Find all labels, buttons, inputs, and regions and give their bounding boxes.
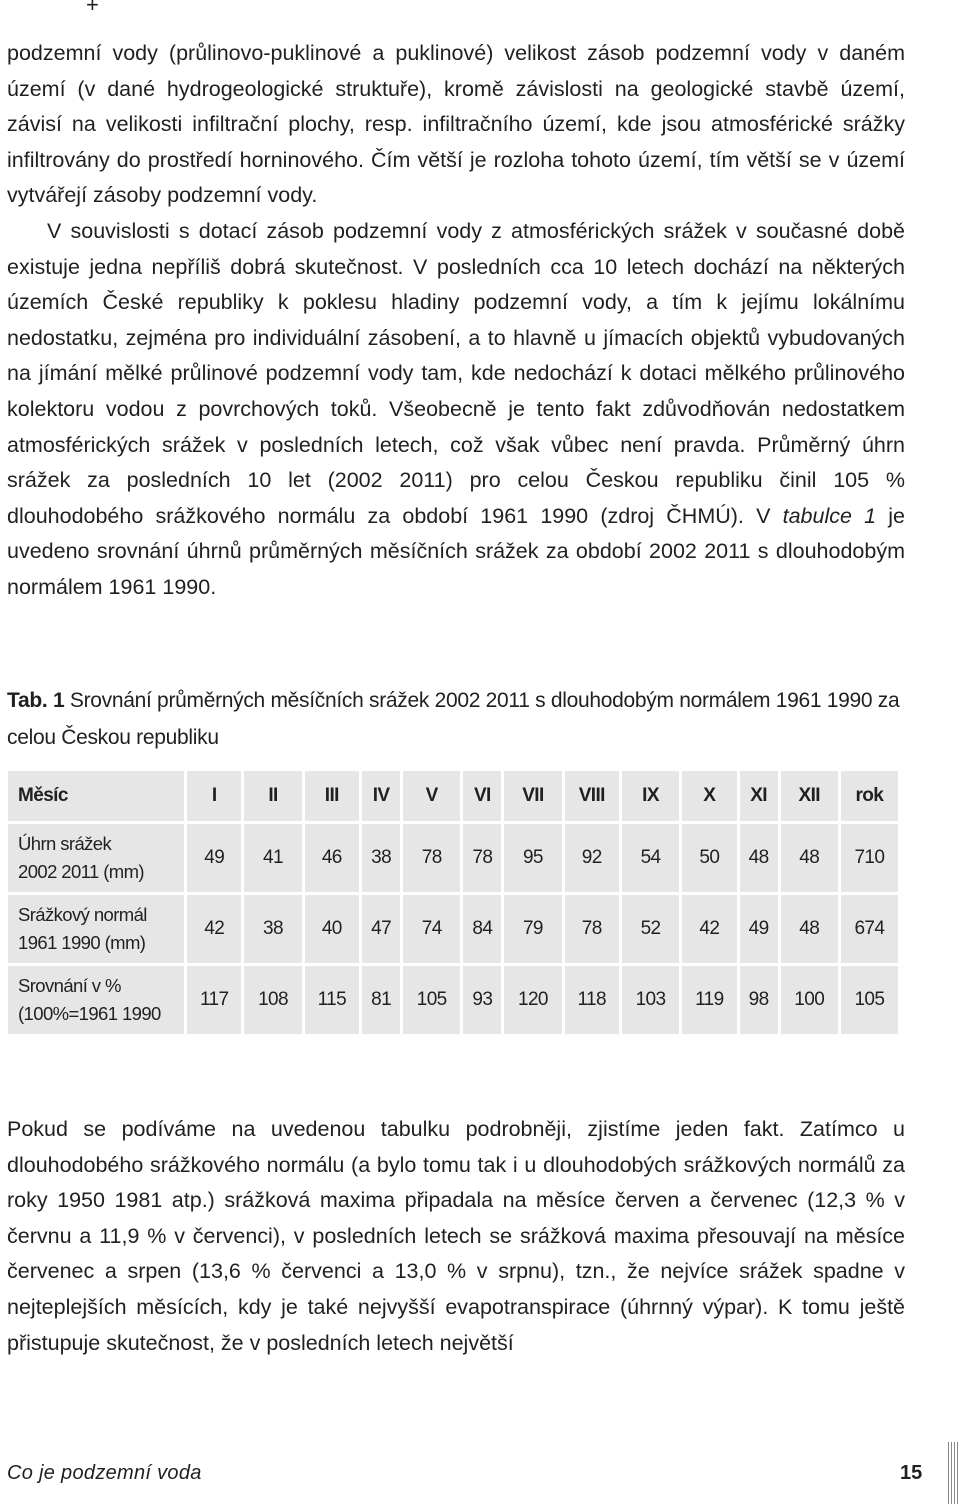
header-cell: III <box>305 771 359 821</box>
table-cell: 98 <box>740 966 778 1034</box>
paragraph-2-part-1: V souvislosti s dotací zásob podzemní vody z atmosférických srážek v současné době existuje jedna nepříliš dobrá skutečnost. V posledních cca 10 letech dochází na některých územích České republiky k poklesu hladiny podzemní vody, a tím k jejímu lokálnímu nedostatku, zejména pro individuální zásobení, a to hlavně u jímacích objektů vybudovaných na jímání mělké průlinové podzemní vody tam, kde nedochází k dotaci mělkého průlinového kolektoru vodou z povrchových toků. Všeobecně je tento fakt zdůvodňován nedostatkem atmosférických srážek v posledních letech, což však vůbec není pravda. Průměrný úhrn srážek za posledních 10 let (2002 2011) pro celou Českou republiku činil 105 % dlouhodobého srážkového normálu za období 1961 1990 (zdroj ČHMÚ). V <box>7 218 905 528</box>
paragraph-1: podzemní vody (průlinovo-puklinové a puklinové) velikost zásob podzemní vody v daném území (v dané hydrogeologické struktuře), kromě závislosti na geologické stavbě území, závisí na velikosti infiltrační plochy, resp. infiltračního území, kde jsou atmosférické srážky infiltrovány do prostředí horninového. Čím větší je rozloha tohoto území, tím větší se v území vytvářejí zásoby podzemní vody. <box>7 41 905 208</box>
table-cell: 84 <box>463 895 501 963</box>
table-cell: 40 <box>305 895 359 963</box>
table-cell: 41 <box>244 824 301 892</box>
table-cell: 78 <box>403 824 460 892</box>
body-text-top <box>7 36 905 606</box>
table-cell: 38 <box>244 895 301 963</box>
header-cell: IX <box>622 771 679 821</box>
header-cell: I <box>187 771 241 821</box>
table-cell: 48 <box>781 824 838 892</box>
table-cell: 120 <box>504 966 561 1034</box>
table-cell: 49 <box>740 895 778 963</box>
table-cell: 105 <box>403 966 460 1034</box>
table-cell: 50 <box>682 824 736 892</box>
paragraph-2 <box>7 214 905 606</box>
footer-decoration <box>948 1442 960 1504</box>
table-cell: 105 <box>841 966 898 1034</box>
table-cell: 47 <box>362 895 400 963</box>
table-caption-label: Tab. 1 <box>7 689 65 712</box>
table-cell: 93 <box>463 966 501 1034</box>
table-cell: 78 <box>565 895 619 963</box>
table-cell: 115 <box>305 966 359 1034</box>
table-row <box>8 966 898 1034</box>
table-caption <box>7 682 905 756</box>
table-cell: 95 <box>504 824 561 892</box>
table-row <box>8 895 898 963</box>
header-cell: XII <box>781 771 838 821</box>
table-cell: 42 <box>682 895 736 963</box>
row-label: Úhrn srážek 2002 2011 (mm) <box>8 824 184 892</box>
header-cell: X <box>682 771 736 821</box>
footer-title: Co je podzemní voda <box>7 1462 202 1484</box>
header-month: Měsíc <box>8 771 184 821</box>
table-header-row <box>8 771 898 821</box>
table-cell: 81 <box>362 966 400 1034</box>
table-cell: 54 <box>622 824 679 892</box>
header-year: rok <box>841 771 898 821</box>
table-cell: 119 <box>682 966 736 1034</box>
table-reference: tabulce 1 <box>782 503 877 528</box>
header-cell: VI <box>463 771 501 821</box>
crop-mark: + <box>86 0 99 17</box>
header-cell: VIII <box>565 771 619 821</box>
table-cell: 710 <box>841 824 898 892</box>
table-cell: 92 <box>565 824 619 892</box>
table-cell: 79 <box>504 895 561 963</box>
row-label: Srážkový normál 1961 1990 (mm) <box>8 895 184 963</box>
header-cell: IV <box>362 771 400 821</box>
header-cell: VII <box>504 771 561 821</box>
table-cell: 108 <box>244 966 301 1034</box>
table-cell: 46 <box>305 824 359 892</box>
table-cell: 49 <box>187 824 241 892</box>
table-cell: 78 <box>463 824 501 892</box>
table-cell: 42 <box>187 895 241 963</box>
page-number: 15 <box>900 1462 923 1484</box>
table-row <box>8 824 898 892</box>
precipitation-table <box>5 768 901 1037</box>
table-cell: 48 <box>781 895 838 963</box>
table-cell: 74 <box>403 895 460 963</box>
table-cell: 100 <box>781 966 838 1034</box>
table-cell: 52 <box>622 895 679 963</box>
table-cell: 117 <box>187 966 241 1034</box>
table-cell: 48 <box>740 824 778 892</box>
table-cell: 674 <box>841 895 898 963</box>
paragraph-2-part-2: je uvedeno srovnání úhrnů průměrných měsíčních srážek za období 2002 2011 s dlouhodobým normálem 1961 1990. <box>7 503 905 599</box>
body-text-bottom <box>7 1112 905 1361</box>
header-cell: II <box>244 771 301 821</box>
table-cell: 103 <box>622 966 679 1034</box>
table-caption-text: Srovnání průměrných měsíčních srážek 2002 2011 s dlouhodobým normálem 1961 1990 za celou Českou republiku <box>7 689 900 749</box>
header-cell: V <box>403 771 460 821</box>
row-label: Srovnání v % (100%=1961 1990 <box>8 966 184 1034</box>
table-cell: 118 <box>565 966 619 1034</box>
table-cell: 38 <box>362 824 400 892</box>
header-cell: XI <box>740 771 778 821</box>
paragraph-3: Pokud se podíváme na uvedenou tabulku podrobněji, zjistíme jeden fakt. Zatímco u dlouhodobého srážkového normálu (a bylo tomu tak i u dlouhodobých srážkových normálů za roky 1950 1981 atp.) srážková maxima připadala na měsíce červen a červenec (12,3 % v červnu a 11,9 % v červenci), v posledních letech se srážková maxima přesouvají na měsíce červenec a srpen (13,6 % červenci a 13,0 % v srpnu), tzn., že nejvíce srážek spadne v nejteplejších měsících, kdy je také nejvyšší evapotranspirace (úhrnný výpar). K tomu ještě přistupuje skutečnost, že v posledních letech největší <box>7 1117 905 1355</box>
